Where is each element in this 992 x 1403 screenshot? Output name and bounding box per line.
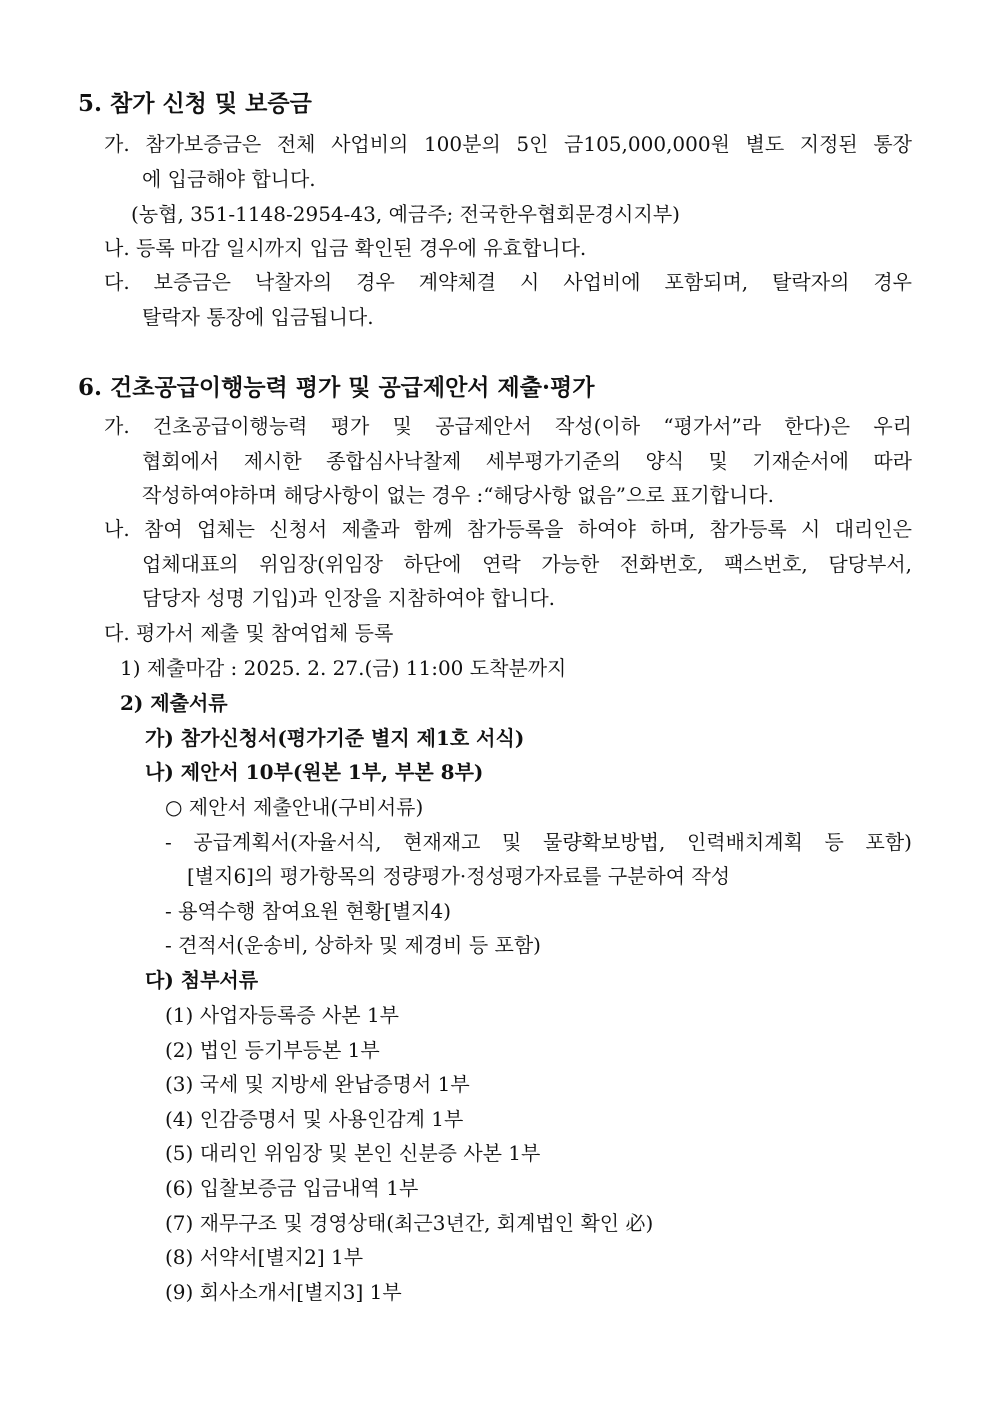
section-5-da-line-1: 다. 보증금은 낙찰자의 경우 계약체결 시 사업비에 포함되며, 탈락자의 경우 [104,270,912,294]
attachment-item: (3) 국세 및 지방세 완납증명서 1부 [165,1072,470,1096]
section-5-na: 나. 등록 마감 일시까지 입금 확인된 경우에 유효합니다. [104,236,587,260]
docs-da: 다) 첨부서류 [145,968,259,992]
section-5-title: 5. 참가 신청 및 보증금 [78,90,312,117]
proposal-item-estimate: - 견적서(운송비, 상하차 및 제경비 등 포함) [165,933,541,957]
section-5-ga-line-2: 에 입금해야 합니다. [142,167,316,191]
section-5-da-line-2: 탈락자 통장에 입금됩니다. [142,305,374,329]
section-5-ga-line-1: 가. 참가보증금은 전체 사업비의 100분의 5인 금105,000,000원 별도 지정된 통장 [104,132,912,156]
section-6-na-line-3: 담당자 성명 기입)과 인장을 지참하여야 합니다. [142,586,556,610]
attachment-item: (1) 사업자등록증 사본 1부 [165,1003,400,1027]
section-6-da: 다. 평가서 제출 및 참여업체 등록 [104,621,394,645]
bank-account: (농협, 351-1148-2954-43, 예금주; 전국한우협회문경시지부) [131,202,680,226]
attachment-item: (2) 법인 등기부등본 1부 [165,1038,380,1062]
attachment-item: (5) 대리인 위임장 및 본인 신분증 사본 1부 [165,1141,541,1165]
submission-guide: ○ 제안서 제출안내(구비서류) [165,795,424,819]
submission-deadline: 1) 제출마감 : 2025. 2. 27.(금) 11:00 도착분까지 [120,656,567,680]
section-6-ga-line-2: 협회에서 제시한 종합심사낙찰제 세부평가기준의 양식 및 기재순서에 따라 [142,449,912,473]
proposal-item-supply-plan-cont: [별지6]의 평가항목의 정량평가·정성평가자료를 구분하여 작성 [187,864,731,888]
docs-ga: 가) 참가신청서(평가기준 별지 제1호 서식) [145,726,525,750]
docs-na: 나) 제안서 10부(원본 1부, 부본 8부) [145,760,484,784]
proposal-item-staff: - 용역수행 참여요원 현황[별지4) [165,899,451,923]
attachment-item: (9) 회사소개서[별지3] 1부 [165,1280,402,1304]
attachment-item: (6) 입찰보증금 입금내역 1부 [165,1176,419,1200]
section-6-title: 6. 건초공급이행능력 평가 및 공급제안서 제출·평가 [78,374,595,401]
section-6-na-line-1: 나. 참여 업체는 신청서 제출과 함께 참가등록을 하여야 하며, 참가등록 시 대리인은 [104,517,912,541]
section-6-ga-line-1: 가. 건초공급이행능력 평가 및 공급제안서 작성(이하 “평가서”라 한다)은 우리 [104,414,912,438]
attachment-item: (4) 인감증명서 및 사용인감계 1부 [165,1107,464,1131]
section-6-ga-line-3: 작성하여야하며 해당사항이 없는 경우 :“해당사항 없음”으로 표기합니다. [142,483,774,507]
attachment-item: (8) 서약서[별지2] 1부 [165,1245,364,1269]
attachment-item: (7) 재무구조 및 경영상태(최근3년간, 회계법인 확인 必) [165,1211,654,1235]
section-6-na-line-2: 업체대표의 위임장(위임장 하단에 연락 가능한 전화번호, 팩스번호, 담당부서, [142,552,912,576]
proposal-item-supply-plan: - 공급계획서(자율서식, 현재재고 및 물량확보방법, 인력배치계획 등 포함) [165,830,912,854]
submission-docs-title: 2) 제출서류 [120,691,228,715]
